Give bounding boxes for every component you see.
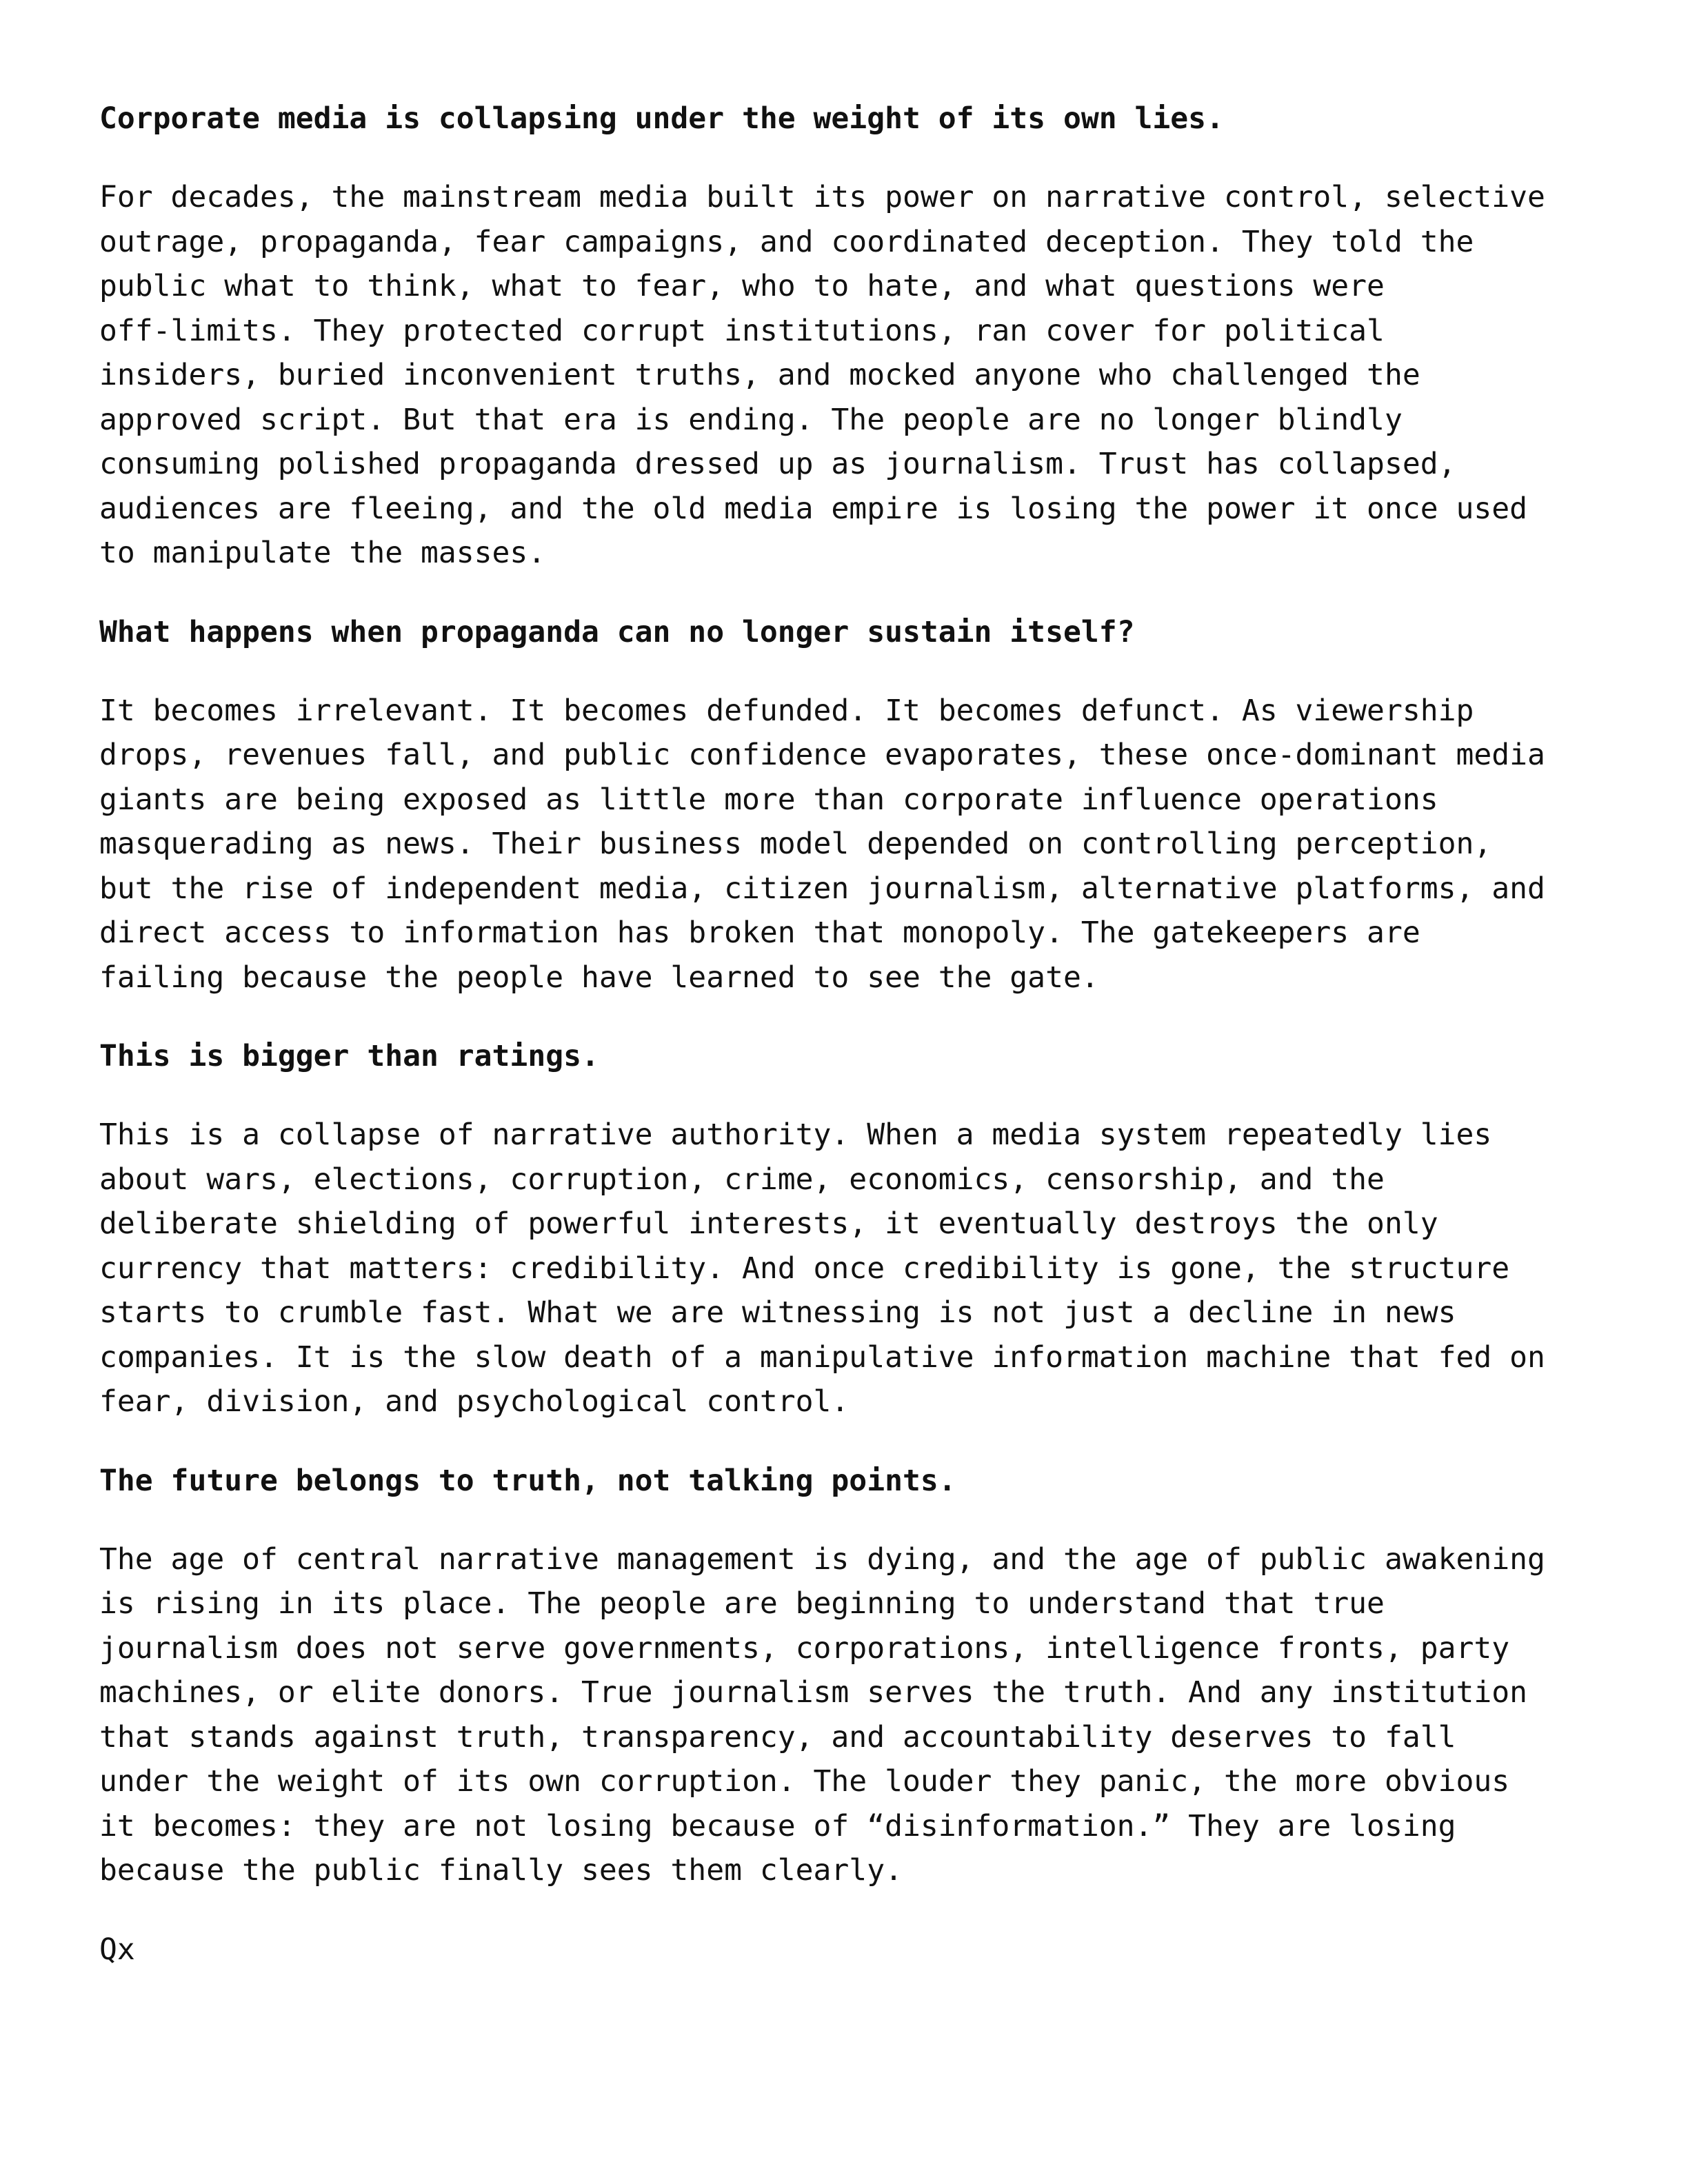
section-2-heading: What happens when propaganda can no longer sustain itself? — [99, 614, 1135, 649]
section-2-body: It becomes irrelevant. It becomes defunded. It becomes defunct. As viewership drops, revenues fall, and public confidence evaporates, these once-dominant media giants are being exposed as little more than corporate influence operations masquerading as news. Their business model depended on controlling perception, but the rise of independent media, citizen journalism, alternative platforms, and direct access to information has broken that monopoly. The gatekeepers are failing because the people have learned to see the gate. — [99, 693, 1545, 995]
section-3-heading: This is bigger than ratings. — [99, 1039, 599, 1073]
section-4-body: The age of central narrative management is dying, and the age of public awakening is rising in its place. The people are beginning to understand that true journalism does not serve governments, corporations, intelligence fronts, party machines, or elite donors. True journalism serves the truth. And any institution that stands against truth, transparency, and accountability deserves to fall under the weight of its own corruption. The louder they panic, the more obvious it becomes: they are not losing because of “disinformation.” They are losing because the public finally sees them clearly. — [99, 1541, 1545, 1888]
section-1-body: For decades, the mainstream media built its power on narrative control, selective outrage, propaganda, fear campaigns, and coordinated deception. They told the public what to think, what to fear, who to hate, and what questions were off-limits. They protected corrupt institutions, ran cover for political insiders, buried inconvenient truths, and mocked anyone who challenged the approved script. But that era is ending. The people are no longer blindly consuming polished propaganda dressed up as journalism. Trust has collapsed, audiences are fleeing, and the old media empire is losing the power it once used to manipulate the masses. — [99, 180, 1545, 570]
section-4-heading: The future belongs to truth, not talking points. — [99, 1463, 956, 1498]
signoff: Qx — [99, 1932, 135, 1967]
section-3-body: This is a collapse of narrative authority. When a media system repeatedly lies about wars, elections, corruption, crime, economics, censorship, and the deliberate shielding of powerful interests, it eventually destroys the only currency that matters: credibility. And once credibility is gone, the structure starts to crumble fast. What we are witnessing is not just a decline in news companies. It is the slow death of a manipulative information machine that fed on fear, division, and psychological control. — [99, 1118, 1545, 1419]
section-1-heading: Corporate media is collapsing under the weight of its own lies. — [99, 101, 1224, 136]
document-page — [99, 97, 1602, 1972]
